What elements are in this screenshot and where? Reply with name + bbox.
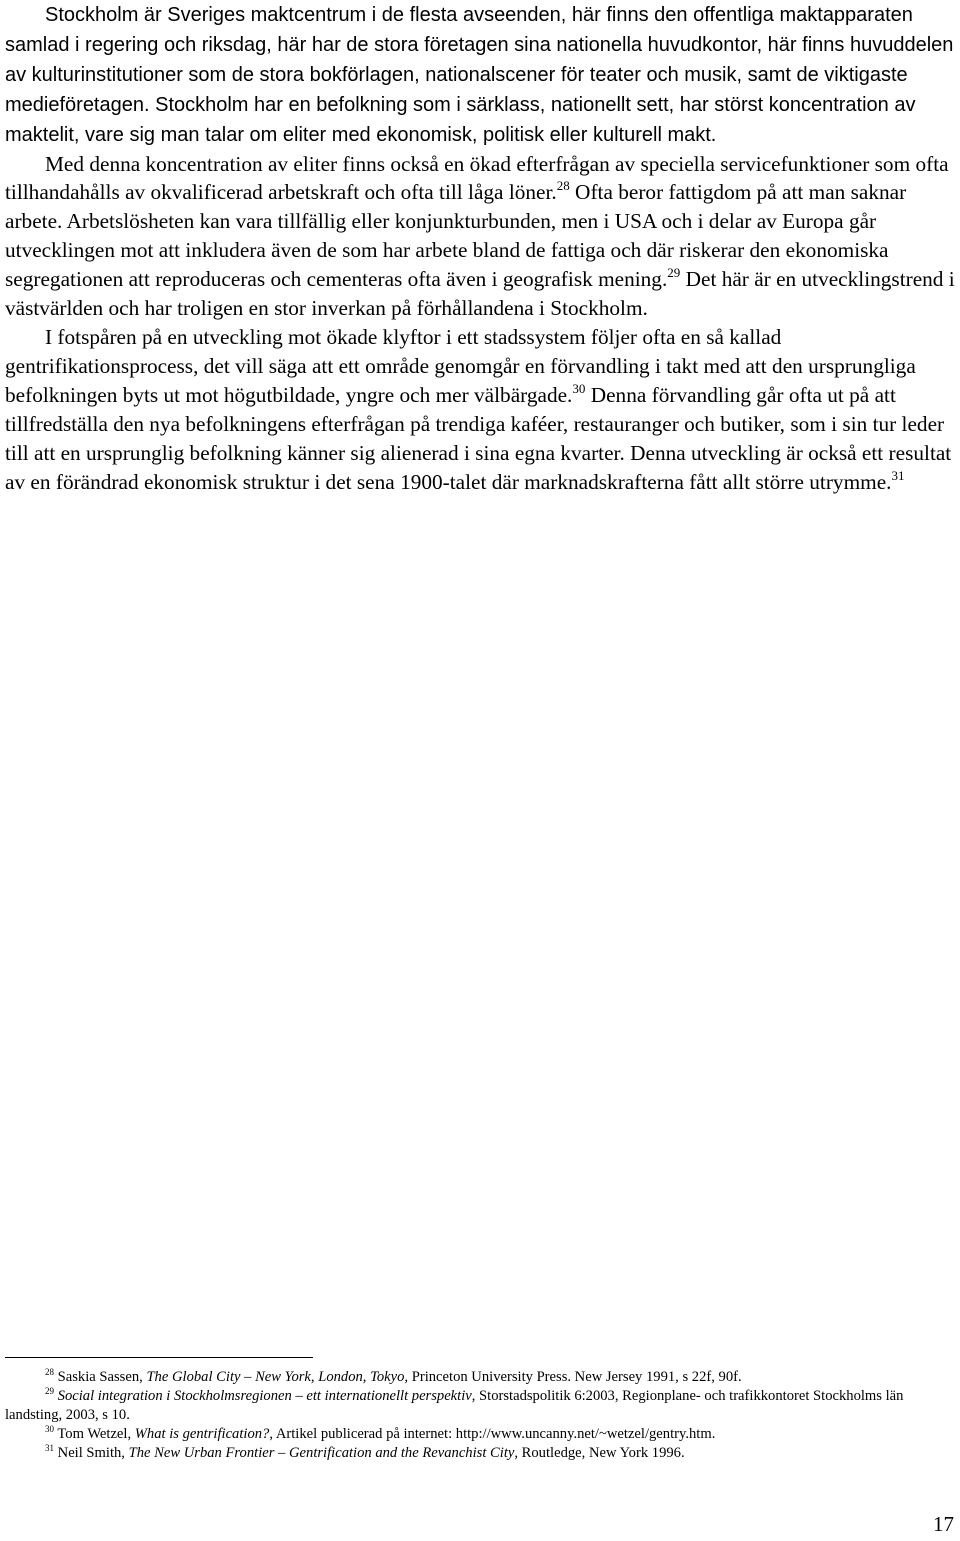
- paragraph-2: [5, 150, 955, 323]
- main-text: [5, 0, 955, 496]
- footnote-details: Princeton University Press. New Jersey 1991, s 22f, 90f.: [408, 1369, 742, 1385]
- footnote-number: 29: [45, 1386, 54, 1396]
- paragraph-3: [5, 323, 955, 496]
- footnote-separator: [5, 1357, 313, 1358]
- footnote-author: Saskia Sassen,: [57, 1369, 147, 1385]
- footnote-number: 30: [45, 1424, 54, 1434]
- footnote-31: [5, 1444, 955, 1463]
- footnote-details: , Storstadspolitik 6:2003, Regionplane- och trafikkontoret Stockholms län landsting, 2003, s 10.: [5, 1388, 904, 1423]
- footnote-author: Tom Wetzel,: [57, 1426, 135, 1442]
- paragraph-2-text-b: Ofta beror fattigdom på att man saknar arbete. Arbetslösheten kan vara tillfällig eller konjunkturbunden, men i USA och i delar av Europa går utvecklingen mot att inkludera även de som har arbete bland de fattiga och där riskerar den ekonomiska segregationen att reproduceras och cementeras ofta även i geografisk mening.: [5, 180, 907, 292]
- paragraph-3-text-b: Denna förvandling går ofta ut på att tillfredställa den nya befolkningens efterfrågan på trendiga kaféer, restauranger och butiker, som i sin tur leder till att en ursprunglig befolkning känner sig alienerad i sina egna kvarter. Denna utveckling är också ett resultat av en förändrad ekonomisk struktur i det sena 1900-talet där marknadskrafterna fått allt större utrymme.: [5, 382, 952, 494]
- footnote-title: The Global City – New York, London, Tokyo,: [146, 1369, 409, 1385]
- footnote-29: [5, 1387, 955, 1425]
- paragraph-1: [5, 0, 955, 150]
- footnote-details: , Artikel publicerad på internet: http://www.uncanny.net/~wetzel/gentry.htm.: [269, 1426, 716, 1442]
- footnote-ref-30[interactable]: 30: [572, 380, 586, 396]
- footnote-ref-28[interactable]: 28: [556, 178, 570, 194]
- paragraph-2-text-c: Det här är en utvecklingstrend i västvärlden och har troligen en stor inverkan på förhållandena i Stockholm.: [5, 267, 955, 321]
- footnote-title: What is gentrification?: [134, 1426, 270, 1442]
- footnote-number: 28: [45, 1367, 54, 1377]
- footnote-30: [5, 1425, 955, 1444]
- footnotes: [5, 1368, 955, 1463]
- footnote-number: 31: [45, 1443, 54, 1453]
- footnote-author: Neil Smith,: [57, 1445, 129, 1461]
- footnote-ref-31[interactable]: 31: [891, 467, 905, 483]
- paragraph-2-text-a: Med denna koncentration av eliter finns också en ökad efterfrågan av speciella servicefunktioner som ofta tillhandahålls av okvalificerad arbetskraft och ofta till låga löner.: [5, 151, 949, 205]
- footnote-28: [5, 1368, 955, 1387]
- footnote-title: The New Urban Frontier – Gentrification and the Revanchist City: [128, 1445, 515, 1461]
- page-number: 17: [933, 1512, 954, 1536]
- footnote-details: , Routledge, New York 1996.: [514, 1445, 685, 1461]
- paragraph-3-text-a: I fotspåren på en utveckling mot ökade klyftor i ett stadssystem följer ofta en så kallad gentrifikationsprocess, det vill säga att ett område genomgår en förvandling i takt med att den ursprungliga befolkningen byts ut mot högutbildade, yngre och mer välbärgade.: [5, 324, 916, 407]
- footnote-title: Social integration i Stockholmsregionen – ett internationellt perspektiv: [57, 1388, 472, 1404]
- paragraph-1-text: Stockholm är Sveriges maktcentrum i de flesta avseenden, här finns den offentliga maktapparaten samlad i regering och riksdag, här har de stora företagen sina nationella huvudkontor, här finns huvuddelen av kulturinstitutioner som de stora bokförlagen, nationalscener för teater och musik, samt de viktigaste medieföretagen. Stockholm har en befolkning som i särklass, nationellt sett, har störst koncentration av maktelit, vare sig man talar om eliter med ekonomisk, politisk eller kulturell makt.: [5, 4, 954, 146]
- footnote-ref-29[interactable]: 29: [667, 265, 681, 281]
